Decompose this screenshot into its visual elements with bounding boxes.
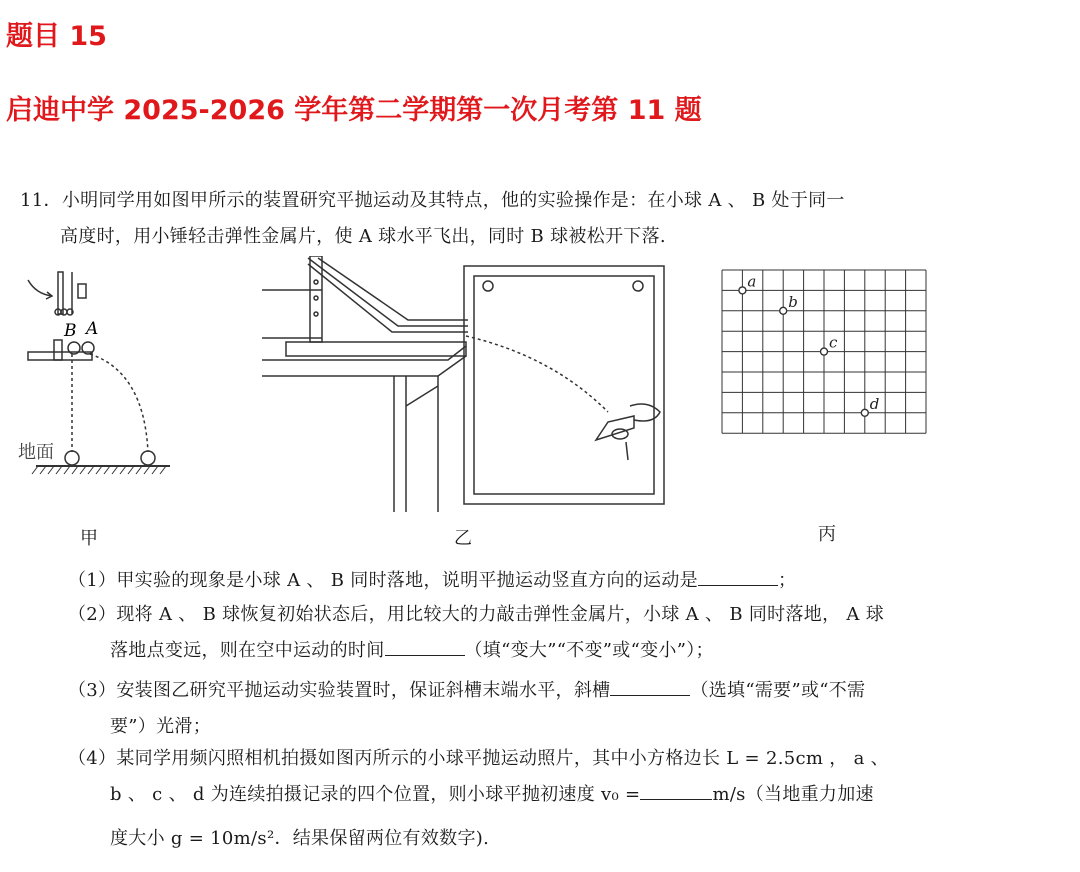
problem-source: 启迪中学 2025-2026 学年第二学期第一次月考第 11 题 <box>6 95 702 126</box>
part-2-text: 落地点变远，则在空中运动的时间 <box>110 640 385 661</box>
part-3-end: （选填“需要”或“不需 <box>690 680 866 701</box>
board-frame <box>464 266 664 504</box>
part-4-line-3: 度大小 g = 10m/s²．结果保留两位有效数字). <box>110 828 490 849</box>
figure-yi <box>262 256 672 516</box>
answer-blank-1[interactable] <box>698 567 778 586</box>
clamp-base <box>28 352 92 360</box>
part-4-line-1: （4）某同学用频闪照相机拍摄如图丙所示的小球平抛运动照片，其中小方格边长 L = 2.5cm ， a 、 <box>68 748 889 769</box>
answer-blank-3[interactable] <box>610 677 690 696</box>
point-c <box>821 348 828 355</box>
point-d <box>861 409 868 416</box>
point-label-a: a <box>747 272 757 291</box>
answer-blank-4[interactable] <box>640 781 712 800</box>
label-b: B <box>64 321 77 341</box>
part-3-line-1 <box>68 676 865 702</box>
part-3-text: （3）安装图乙研究平抛运动实验装置时，保证斜槽末端水平，斜槽 <box>68 680 611 701</box>
caption-jia: 甲 <box>80 528 98 549</box>
part-4-text: b 、 c 、 d 为连续拍摄记录的四个位置，则小球平抛初速度 v₀ = <box>110 784 641 805</box>
question-number: 11． <box>20 190 62 211</box>
incline-stand <box>310 256 322 342</box>
trajectory <box>466 336 608 412</box>
figure-jia <box>14 262 184 482</box>
part-3-line-2: 要”）光滑； <box>110 716 212 737</box>
question-stem-line-1 <box>20 186 845 212</box>
figure-bing <box>718 266 934 450</box>
table-top <box>286 342 466 356</box>
point-label-b: b <box>788 292 798 311</box>
hammer-stand <box>58 272 63 314</box>
caption-yi: 乙 <box>454 528 472 549</box>
stem-text-1: 小明同学用如图甲所示的装置研究平抛运动及其特点，他的实验操作是：在小球 A 、 B 处于同一 <box>61 190 845 211</box>
point-label-c: c <box>829 333 838 352</box>
part-2-line-2 <box>110 636 714 662</box>
part-4-line-2 <box>110 780 874 806</box>
point-label-d: d <box>869 394 880 413</box>
answer-blank-2[interactable] <box>385 637 465 656</box>
part-1 <box>68 566 796 592</box>
part-2-end: （填“变大”“不变”或“变小”）； <box>464 640 714 661</box>
question-stem-line-2: 高度时，用小锤轻击弹性金属片，使 A 球水平飞出，同时 B 球被松开下落. <box>60 226 666 247</box>
part-2-line-1: （2）现将 A 、 B 球恢复初始状态后，用比较大的力敲击弹性金属片，小球 A 、 B 同时落地， A 球 <box>68 604 885 625</box>
part-4-end: m/s（当地重力加速 <box>712 784 874 805</box>
caption-bing: 丙 <box>818 524 836 545</box>
point-a <box>739 287 746 294</box>
ground-label: 地面 <box>18 442 54 463</box>
part-1-end: ； <box>777 570 797 591</box>
label-a: A <box>86 319 99 339</box>
problem-title: 题目 15 <box>6 21 107 52</box>
part-1-text: （1）甲实验的现象是小球 A 、 B 同时落地，说明平抛运动竖直方向的运动是 <box>68 570 698 591</box>
point-b <box>780 307 787 314</box>
